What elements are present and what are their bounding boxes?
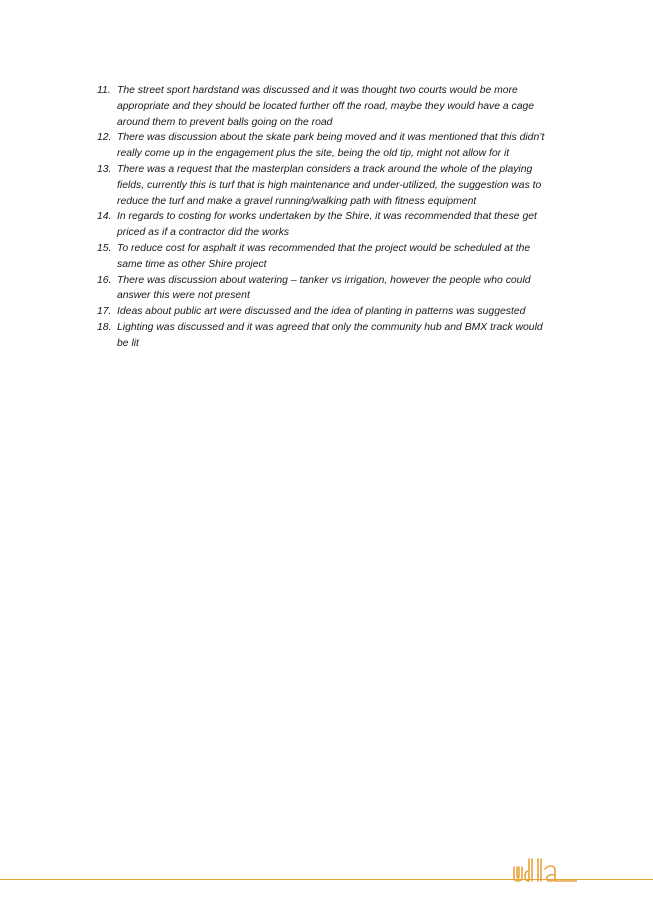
item-number: 12. <box>97 132 112 144</box>
list-item <box>97 130 577 162</box>
list-item <box>97 162 577 209</box>
item-text: There was discussion about the skate park being moved and it was mentioned that this didn’t really come up in the engagement plus the site, being the old tip, might not allow for it <box>117 132 545 160</box>
item-number: 14. <box>97 211 112 223</box>
item-number: 13. <box>97 163 112 175</box>
item-text: There was a request that the masterplan considers a track around the whole of the playing fields, currently this is turf that is high maintenance and under-utilized, the suggestion was to reduce the turf and make a gravel running/walking path with fitness equipment <box>117 163 542 207</box>
minutes-list <box>97 83 577 352</box>
list-item <box>97 209 577 241</box>
list-item <box>97 304 577 320</box>
item-number: 15. <box>97 242 112 254</box>
item-text: The street sport hardstand was discussed and it was thought two courts would be more appropriate and they should be located further off the road, maybe they would have a cage around them to prevent balls going on the road <box>117 85 535 128</box>
list-item <box>97 273 577 305</box>
item-number: 18. <box>97 321 112 333</box>
item-text: To reduce cost for asphalt it was recommended that the project would be scheduled at the same time as other Shire project <box>117 242 531 270</box>
list-item <box>97 320 577 352</box>
item-number: 11. <box>97 85 111 96</box>
item-number: 17. <box>97 306 112 318</box>
list-item <box>97 241 577 273</box>
item-text: In regards to costing for works undertaken by the Shire, it was recommended that these get priced as if a contractor did the works <box>117 211 537 239</box>
item-text: Ideas about public art were discussed and the idea of planting in patterns was suggested <box>117 306 526 318</box>
item-number: 16. <box>97 274 112 286</box>
item-text: There was discussion about watering – tanker vs irrigation, however the people who could answer this were not present <box>117 274 531 302</box>
uda-logo <box>511 857 577 883</box>
list-item <box>97 83 577 130</box>
item-text: Lighting was discussed and it was agreed that only the community hub and BMX track would be lit <box>117 321 543 349</box>
